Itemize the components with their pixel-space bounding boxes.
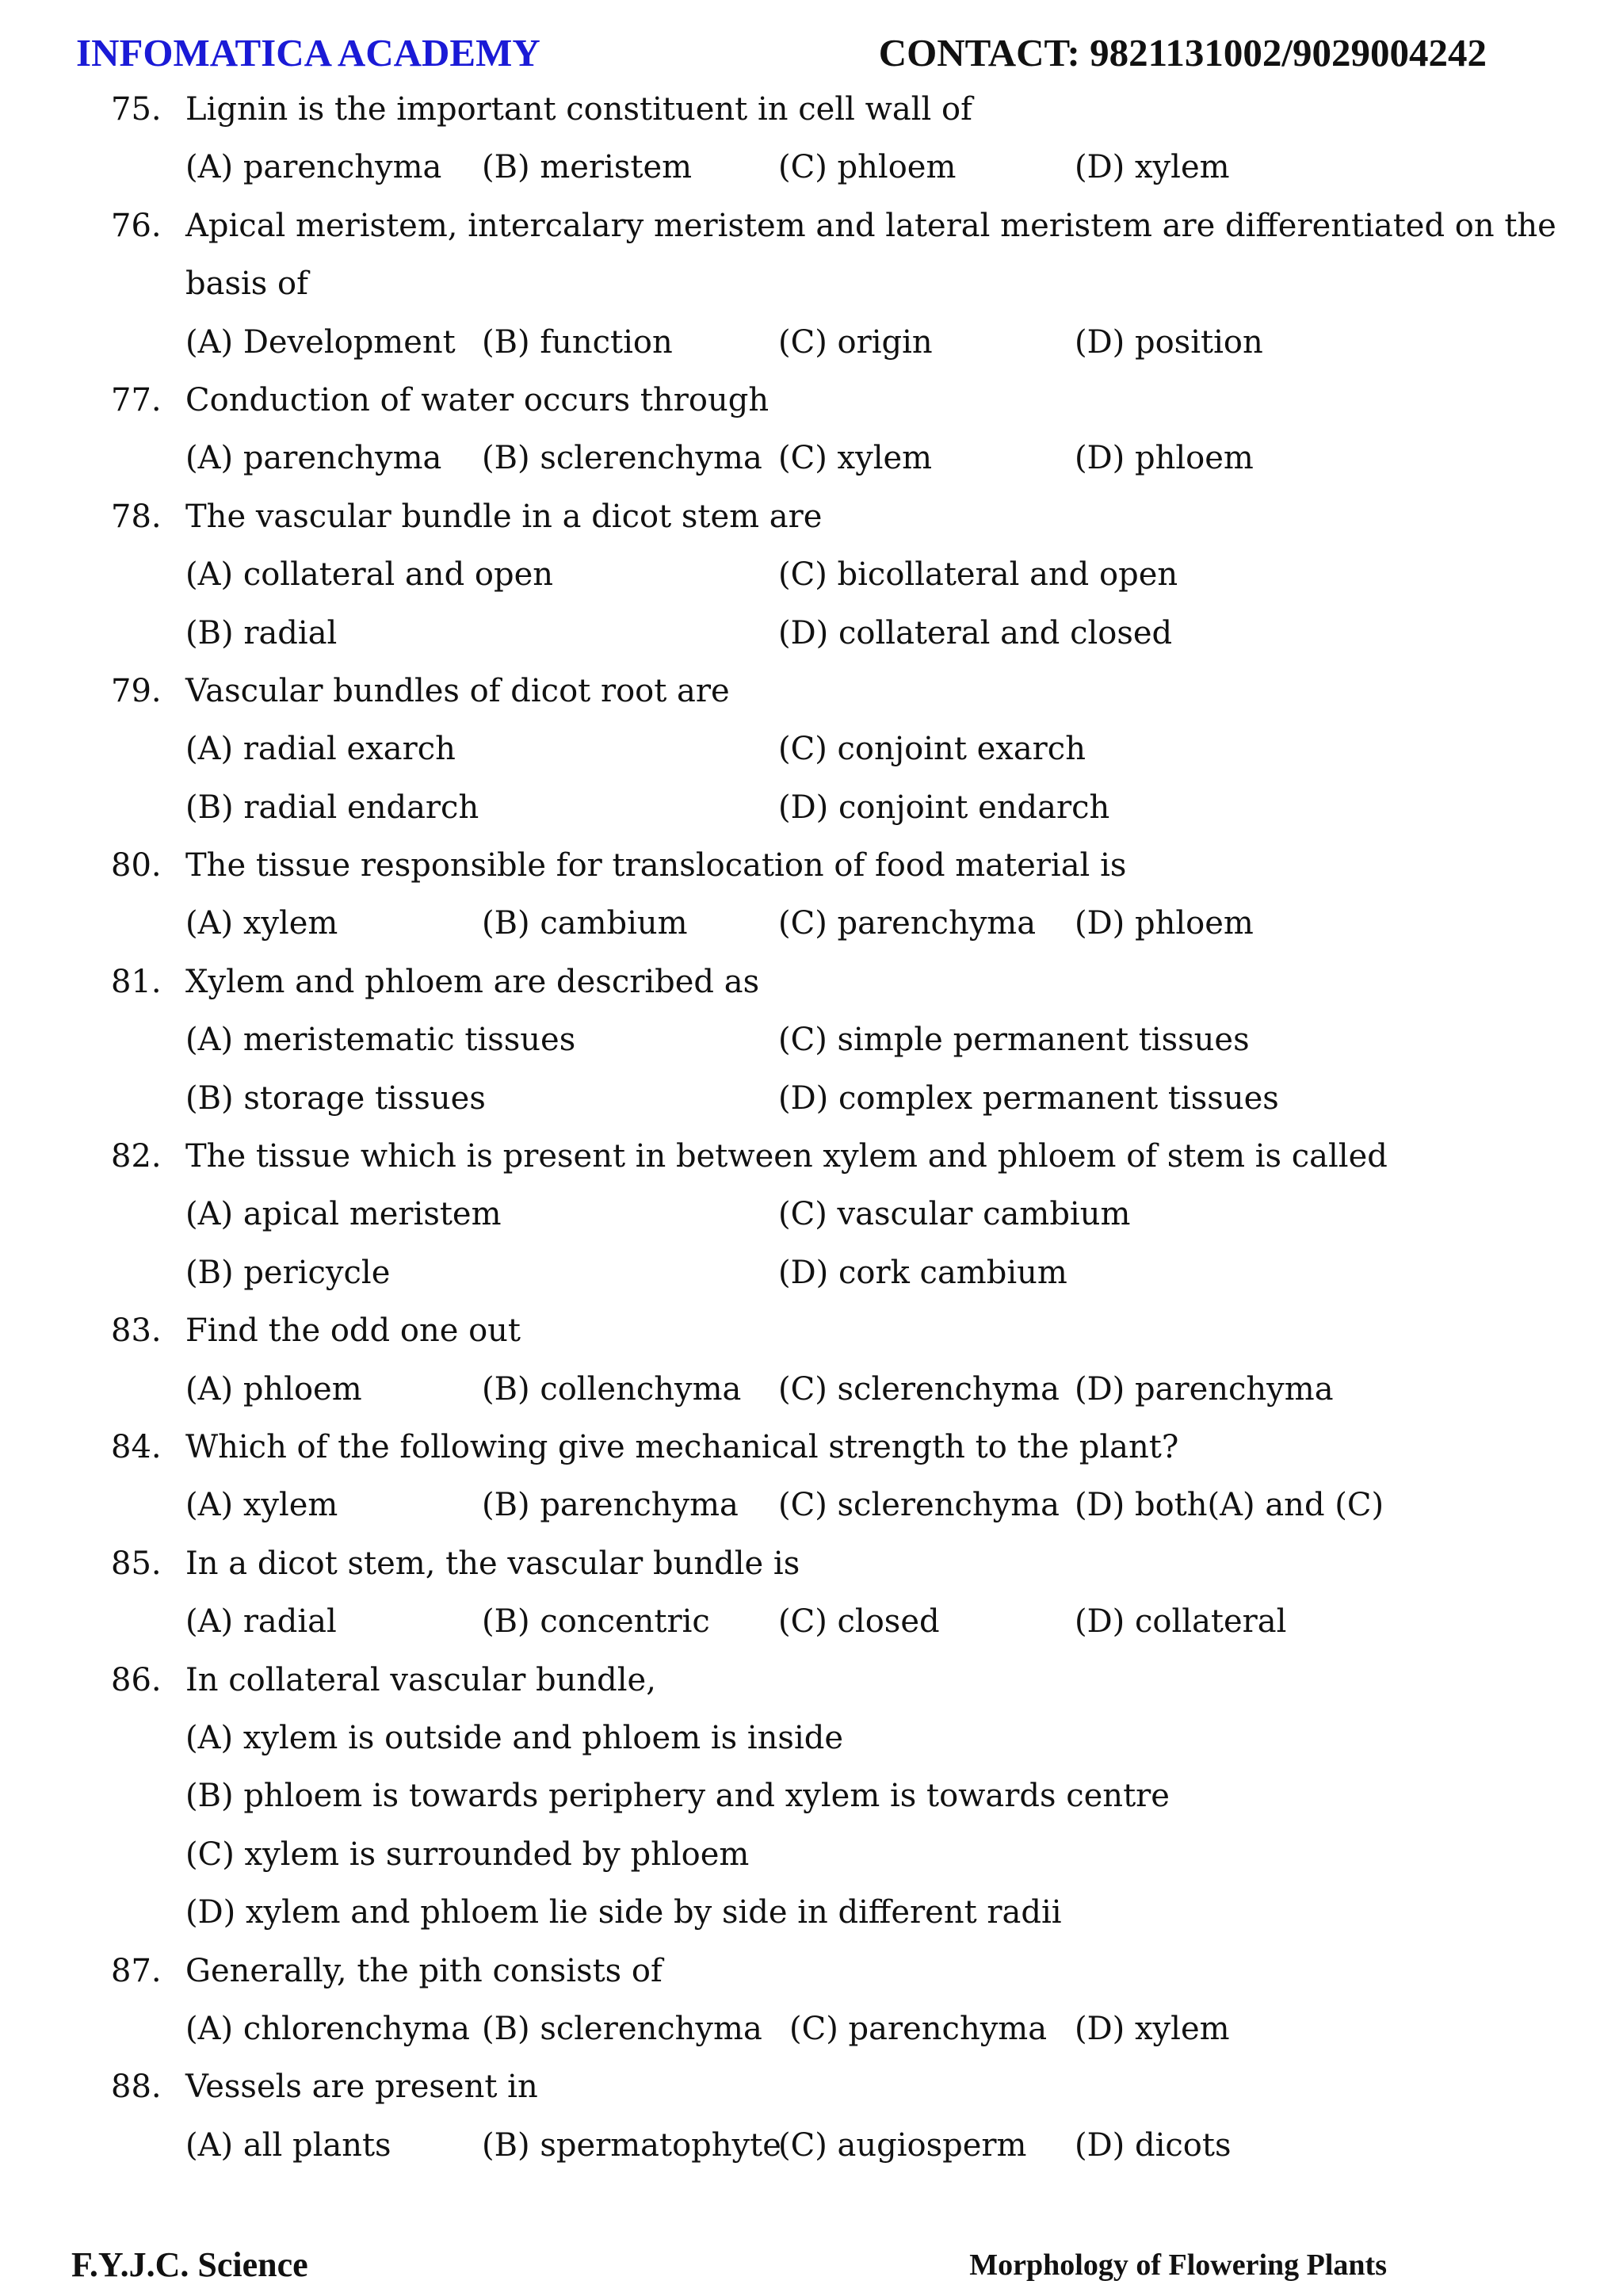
options-row [111, 1710, 1561, 1767]
question-item [111, 663, 1561, 837]
options-row [111, 139, 1561, 197]
academy-name: INFOMATICA ACADEMY [76, 31, 540, 74]
option-c: (C) origin [778, 323, 933, 361]
question-row [111, 488, 1561, 546]
question-item [111, 1652, 1561, 1943]
question-number: 84. [111, 1428, 162, 1465]
question-number: 79. [111, 672, 162, 709]
option-a: (A) chlorenchyma [185, 2010, 470, 2047]
question-item [111, 1943, 1561, 2059]
question-text: Vessels are present in [185, 2069, 538, 2106]
option-a: (A) radial [185, 1603, 337, 1641]
option-b: (B) concentric [482, 1603, 710, 1641]
options-row [111, 314, 1561, 372]
question-item [111, 837, 1561, 953]
option-a: (A) parenchyma [185, 149, 442, 186]
question-item [111, 372, 1561, 488]
option-c: (C) xylem [778, 440, 933, 477]
option-c: (C) augiosperm [778, 2126, 1027, 2164]
option-c: (C) conjoint exarch [778, 731, 1086, 768]
option-b: (B) sclerenchyma [482, 440, 762, 477]
options-row [111, 2000, 1561, 2058]
question-number: 76. [111, 207, 162, 244]
question-number: 80. [111, 847, 162, 884]
option-a: (A) Development [185, 323, 456, 361]
options-row [111, 1477, 1561, 1534]
option-a: (A) apical meristem [185, 1196, 502, 1233]
option-a: (A) parenchyma [185, 440, 442, 477]
option-b: (B) storage tissues [185, 1079, 486, 1117]
option-c: (C) parenchyma [778, 905, 1037, 942]
option-d: (D) collateral and closed [778, 614, 1173, 651]
option-d: (D) xylem [1075, 2010, 1230, 2047]
question-row [111, 197, 1561, 255]
question-number: 75. [111, 91, 162, 128]
option-b: (B) meristem [482, 149, 693, 186]
option-c: (C) sclerenchyma [778, 1370, 1060, 1408]
option-c: (C) parenchyma [789, 2010, 1048, 2047]
question-text: Which of the following give mechanical strength to the plant? [185, 1428, 1179, 1465]
option-c: (C) bicollateral and open [778, 556, 1178, 594]
question-row [111, 837, 1561, 895]
option-a: (A) all plants [185, 2126, 391, 2164]
option-b: (B) radial [185, 614, 338, 651]
question-row [111, 1128, 1561, 1186]
question-text: The tissue which is present in between xylem and phloem of stem is called [185, 1138, 1388, 1175]
options-row [111, 1361, 1561, 1419]
question-row [111, 663, 1561, 720]
question-text: Generally, the pith consists of [185, 1952, 663, 1989]
contact-numbers: CONTACT: 9821131002/9029004242 [878, 31, 1487, 74]
options-row [111, 1011, 1561, 1069]
options-row [111, 1593, 1561, 1651]
option-b: (B) radial endarch [185, 789, 479, 826]
chapter-name: Morphology of Flowering Plants [969, 2248, 1387, 2282]
option-c: (C) vascular cambium [778, 1196, 1131, 1233]
question-row [111, 1302, 1561, 1360]
question-row [111, 1943, 1561, 2000]
page-footer [71, 2244, 1387, 2289]
question-row [111, 1652, 1561, 1710]
option-a: (A) collateral and open [185, 556, 554, 594]
question-row [111, 81, 1561, 139]
option-c: (C) sclerenchyma [778, 1487, 1060, 1524]
option-a: (A) xylem [185, 905, 338, 942]
option-b: (B) spermatophyte [482, 2126, 781, 2164]
question-number: 83. [111, 1312, 162, 1350]
option-d: (D) conjoint endarch [778, 789, 1110, 826]
option-b: (B) phloem is towards periphery and xylem is towards centre [185, 1778, 1170, 1815]
question-text: Apical meristem, intercalary meristem and lateral meristem are differentiated on the [185, 207, 1556, 244]
option-b: (B) sclerenchyma [482, 2010, 762, 2047]
question-number: 85. [111, 1545, 162, 1582]
question-item [111, 1535, 1561, 1652]
option-d: (D) collateral [1075, 1603, 1287, 1641]
question-item [111, 1302, 1561, 1419]
option-d: (D) both(A) and (C) [1075, 1487, 1384, 1524]
option-a: (A) meristematic tissues [185, 1022, 576, 1059]
options-row [111, 2117, 1561, 2175]
options-row [111, 1244, 1561, 1302]
question-item [111, 2058, 1561, 2175]
option-d: (D) complex permanent tissues [778, 1079, 1279, 1117]
question-text: In a dicot stem, the vascular bundle is [185, 1545, 800, 1582]
options-row [111, 1826, 1561, 1884]
question-item [111, 953, 1561, 1128]
option-c: (C) closed [778, 1603, 940, 1641]
question-row [111, 953, 1561, 1011]
options-row [111, 720, 1561, 778]
question-number: 82. [111, 1138, 162, 1175]
option-b: (B) pericycle [185, 1254, 391, 1291]
question-item [111, 81, 1561, 197]
question-text: Find the odd one out [185, 1312, 521, 1350]
option-b: (B) cambium [482, 905, 688, 942]
question-item [111, 488, 1561, 663]
option-c: (C) xylem is surrounded by phloem [185, 1836, 750, 1873]
option-d: (D) dicots [1075, 2126, 1232, 2164]
option-b: (B) collenchyma [482, 1370, 742, 1408]
option-d: (D) cork cambium [778, 1254, 1067, 1291]
option-d: (D) phloem [1075, 905, 1254, 942]
options-row [111, 1186, 1561, 1244]
question-list [111, 81, 1561, 2175]
option-a: (A) phloem [185, 1370, 362, 1408]
question-text-continued: basis of [185, 266, 308, 303]
options-row [111, 779, 1561, 837]
question-row [111, 1419, 1561, 1477]
question-item [111, 1128, 1561, 1302]
option-b: (B) function [482, 323, 673, 361]
option-c: (C) phloem [778, 149, 957, 186]
question-row [111, 372, 1561, 430]
options-row [111, 430, 1561, 487]
course-name: F.Y.J.C. Science [71, 2245, 308, 2284]
question-row [111, 255, 1561, 313]
question-item [111, 1419, 1561, 1535]
question-number: 88. [111, 2069, 162, 2106]
options-row [111, 1767, 1561, 1825]
option-a: (A) radial exarch [185, 731, 456, 768]
options-row [111, 895, 1561, 953]
options-row [111, 1884, 1561, 1942]
option-a: (A) xylem is outside and phloem is inside [185, 1719, 844, 1756]
option-d: (D) xylem and phloem lie side by side in different radii [185, 1894, 1062, 1931]
options-row [111, 546, 1561, 604]
question-number: 78. [111, 498, 162, 535]
question-text: The tissue responsible for translocation of food material is [185, 847, 1127, 884]
question-text: Vascular bundles of dicot root are [185, 672, 730, 709]
question-text: The vascular bundle in a dicot stem are [185, 498, 823, 535]
option-a: (A) xylem [185, 1487, 338, 1524]
option-d: (D) phloem [1075, 440, 1254, 477]
option-d: (D) parenchyma [1075, 1370, 1334, 1408]
question-row [111, 2058, 1561, 2116]
option-b: (B) parenchyma [482, 1487, 739, 1524]
question-item [111, 197, 1561, 372]
question-row [111, 1535, 1561, 1593]
question-text: In collateral vascular bundle, [185, 1661, 656, 1698]
options-row [111, 1070, 1561, 1128]
page-header [76, 30, 1487, 78]
question-number: 87. [111, 1952, 162, 1989]
question-text: Xylem and phloem are described as [185, 963, 760, 1000]
question-number: 86. [111, 1661, 162, 1698]
question-number: 81. [111, 963, 162, 1000]
question-text: Conduction of water occurs through [185, 381, 769, 418]
question-text: Lignin is the important constituent in cell wall of [185, 91, 972, 128]
question-number: 77. [111, 381, 162, 418]
options-row [111, 605, 1561, 663]
option-d: (D) xylem [1075, 149, 1230, 186]
option-d: (D) position [1075, 323, 1263, 361]
option-c: (C) simple permanent tissues [778, 1022, 1250, 1059]
